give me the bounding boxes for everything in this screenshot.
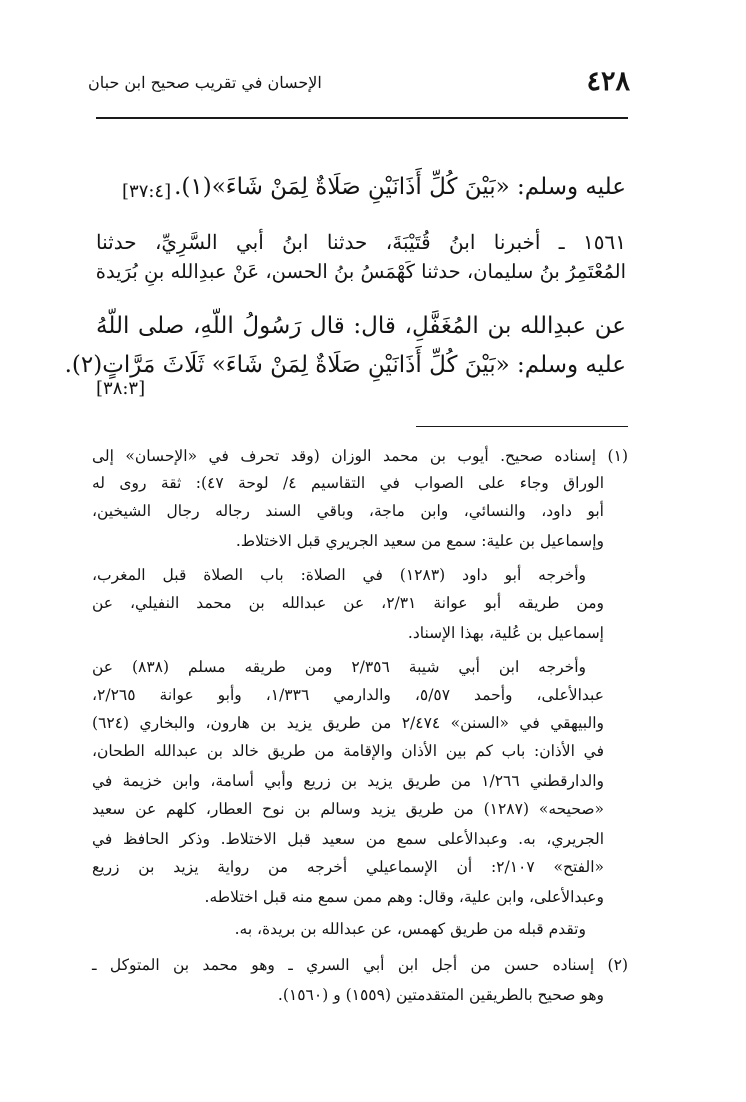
hadith-text-line-4: عن عبدِالله بن المُغَفَّلِ، قال: قال رَسُولُ اللّهِ، صلى اللّهُ xyxy=(96,313,626,339)
header-rule xyxy=(96,117,628,119)
footnote-line: ومن طريقه أبو عوانة ٢/٣١، عن عبدالله بن محمد النفيلي، عن xyxy=(92,594,604,612)
hadith-text-line-1: عليه وسلم: «بَيْنَ كُلِّ أَذَانَيْنِ صَلَاةٌ لِمَنْ شَاءَ»(١). xyxy=(174,174,626,200)
reference-marker-1: [٣٧:٤] xyxy=(122,181,172,202)
running-title: الإحسان في تقريب صحيح ابن حبان xyxy=(88,73,322,92)
footnote-line: «صحيحه» (١٢٨٧) من طريق يزيد وسالم بن نوح العطار، كلهم عن سعيد xyxy=(92,800,604,818)
footnote-line: وهو صحيح بالطريقين المتقدمتين (١٥٥٩) و (١٥٦٠). xyxy=(277,986,604,1004)
footnote-line: والدارقطني ١/٢٦٦ من طريق يزيد بن زريع وأبي أسامة، وابن خزيمة في xyxy=(92,772,605,790)
hadith-text-line-3: المُعْتَمِرُ بنُ سليمان، حدثنا كَهْمَسُ بنُ الحسن، عَنْ عبدِالله بنِ بُرَيدة xyxy=(95,260,626,283)
footnote-line: «الفتح» ٢/١٠٧: أن الإسماعيلي أخرجه من رواية يزيد بن زريع xyxy=(92,858,604,876)
footnote-separator xyxy=(416,426,628,427)
hadith-text-line-2: ١٥٦١ ـ أخبرنا ابنُ قُتَيْبَةَ، حدثنا ابنُ أبي السَّرِيِّ، حدثنا xyxy=(96,230,626,254)
footnote-line: أبو داود، والنسائي، وابن ماجة، وباقي السند رجاله رجال الشيخين، xyxy=(92,502,604,520)
page-number: ٤٢٨ xyxy=(586,66,630,97)
footnote-line: وتقدم قبله من طريق كهمس، عن عبدالله بن بريدة، به. xyxy=(234,920,586,938)
footnote-line: وأخرجه أبو داود (١٢٨٣) في الصلاة: باب الصلاة قبل المغرب، xyxy=(92,566,586,584)
footnote-line: وإسماعيل بن علية: سمع من سعيد الجريري قبل الاختلاط. xyxy=(235,532,604,550)
footnote-line: إسماعيل بن عُلية، بهذا الإسناد. xyxy=(407,624,604,642)
footnote-line: (٢) إسناده حسن من أجل ابن أبي السري ـ وهو محمد بن المتوكل ـ xyxy=(92,956,628,974)
footnote-line: وأخرجه ابن أبي شيبة ٢/٣٥٦ ومن طريقه مسلم (٨٣٨) عن xyxy=(92,658,586,676)
footnote-line: (١) إسناده صحيح. أيوب بن محمد الوزان (وقد تحرف في «الإحسان» إلى xyxy=(92,447,628,465)
footnote-line: والبيهقي في «السنن» ٢/٤٧٤ من طريق يزيد بن هارون، والبخاري (٦٢٤) xyxy=(92,714,604,732)
footnote-line: في الأذان: باب كم بين الأذان والإقامة من طريق خالد بن عبدالله الطحان، xyxy=(92,742,604,760)
hadith-text-line-5: عليه وسلم: «بَيْنَ كُلِّ أَذَانَيْنِ صَلَاةٌ لِمَنْ شَاءَ» ثَلَاثَ مَرَّاتٍ(٢). xyxy=(64,352,626,378)
footnote-line: الجريري، به. وعبدالأعلى سمع من سعيد قبل الاختلاط. وذكر الحافظ في xyxy=(92,830,604,848)
footnote-line: عبدالأعلى، وأحمد ٥/٥٧، والدارمي ١/٣٣٦، وأبو عوانة ٢/٢٦٥، xyxy=(92,686,604,704)
reference-marker-2: [٣٨:٣] xyxy=(96,378,146,399)
footnote-line: وعبدالأعلى، وابن علية، وقال: وهم ممن سمع منه قبل اختلاطه. xyxy=(204,888,604,906)
footnote-line: الوراق وجاء على الصواب في التقاسيم ٤/ لوحة ٤٧): ثقة روى له xyxy=(92,474,605,492)
